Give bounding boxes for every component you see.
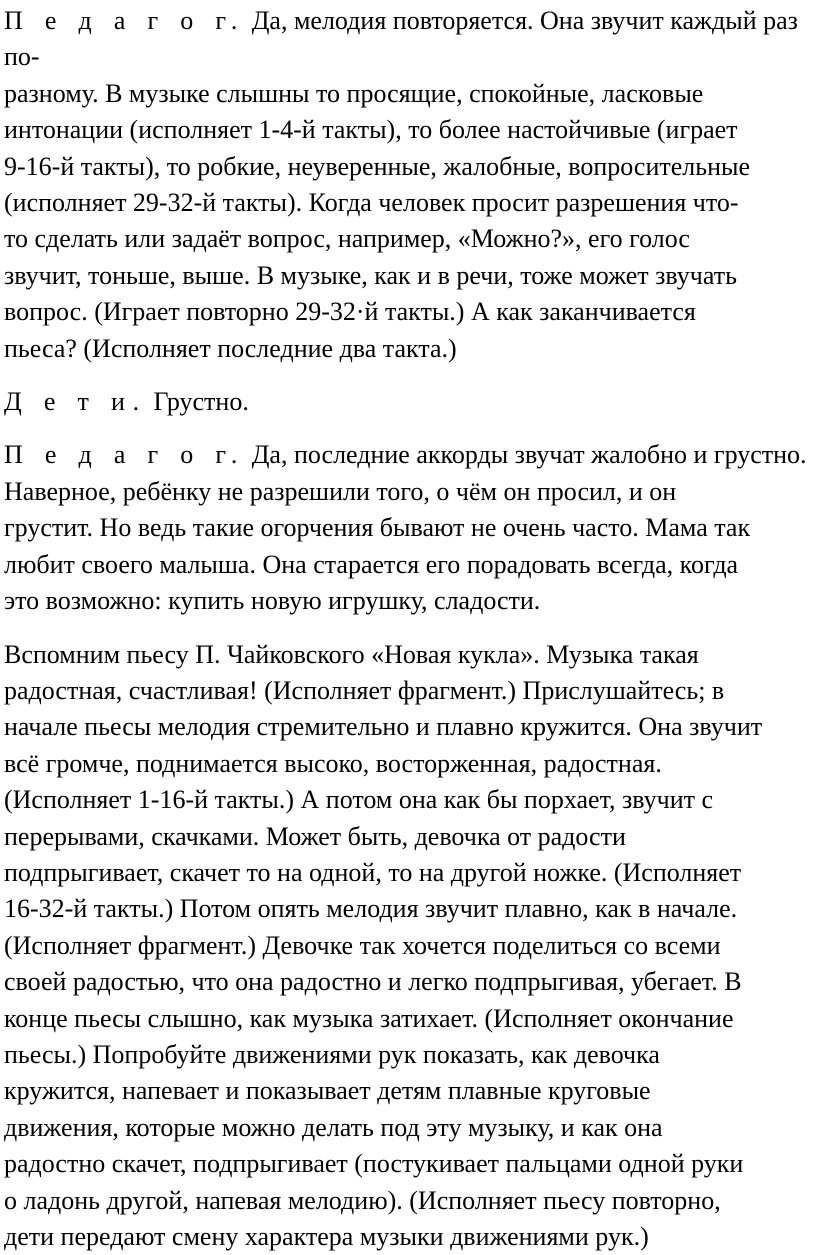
paragraph-text: Да, мелодия повторяется. Она звучит каждый раз по- разному. В музыке слышны то просящие, спокойные, ласковые интонации (исполняет 1-4-й такты), то более настойчивые (играет 9-16-й такты), то робкие, неуверенные, жалобные, вопросительные (исполняет 29-32-й такты). Когда человек просит разрешения что- то сделать или задаёт вопрос, например, «Можно?», его голос звучит, тоньше, выше. В музыке, как и в речи, тоже может звучать вопрос. (Играет повторно 29-32·й такты.) А как заканчивается пьеса? (Исполняет последние два такта.): [4, 6, 798, 363]
paragraph-teacher-1: [4, 3, 816, 367]
speaker-label: П е д а г о г.: [4, 440, 245, 469]
paragraph-new-doll: [4, 637, 816, 1255]
paragraph-children: [4, 384, 816, 420]
paragraph-teacher-2: [4, 437, 816, 619]
paragraph-text: Вспомним пьесу П. Чайковского «Новая кукла». Музыка такая радостная, счастливая! (Исполняет фрагмент.) Прислушайтесь; в начале пьесы мелодия стремительно и плавно кружится. Она звучит всё громче, поднимается высоко, восторженная, радостная. (Исполняет 1-16-й такты.) А потом она как бы порхает, звучит с перерывами, скачками. Может быть, девочка от радости подпрыгивает, скачет то на одной, то на другой ножке. (Исполняет 16-32-й такты.) Потом опять мелодия звучит плавно, как в начале. (Исполняет фрагмент.) Девочке так хочется поделиться со всеми своей радостью, что она радостно и легко подпрыгивая, убегает. В конце пьесы слышно, как музыка затихает. (Исполняет окончание пьесы.) Попробуйте движениями рук показать, как девочка кружится, напевает и показывает детям плавные круговые движения, которые можно делать под эту музыку, и как она радостно скачет, подпрыгивает (постукивает пальцами одной руки о ладонь другой, напевая мелодию). (Исполняет пьесу повторно, дети передают смену характера музыки движениями рук.): [4, 640, 762, 1252]
paragraph-text: Грустно.: [147, 387, 249, 416]
speaker-label: Д е т и.: [4, 387, 147, 416]
speaker-label: П е д а г о г.: [4, 6, 245, 35]
paragraph-text: Да, последние аккорды звучат жалобно и грустно. Наверное, ребёнку не разрешили того, о чём он просил, и он грустит. Но ведь такие огорчения бывают не очень часто. Мама так любит своего малыша. Она старается его порадовать всегда, когда это возможно: купить новую игрушку, сладости.: [4, 440, 807, 615]
